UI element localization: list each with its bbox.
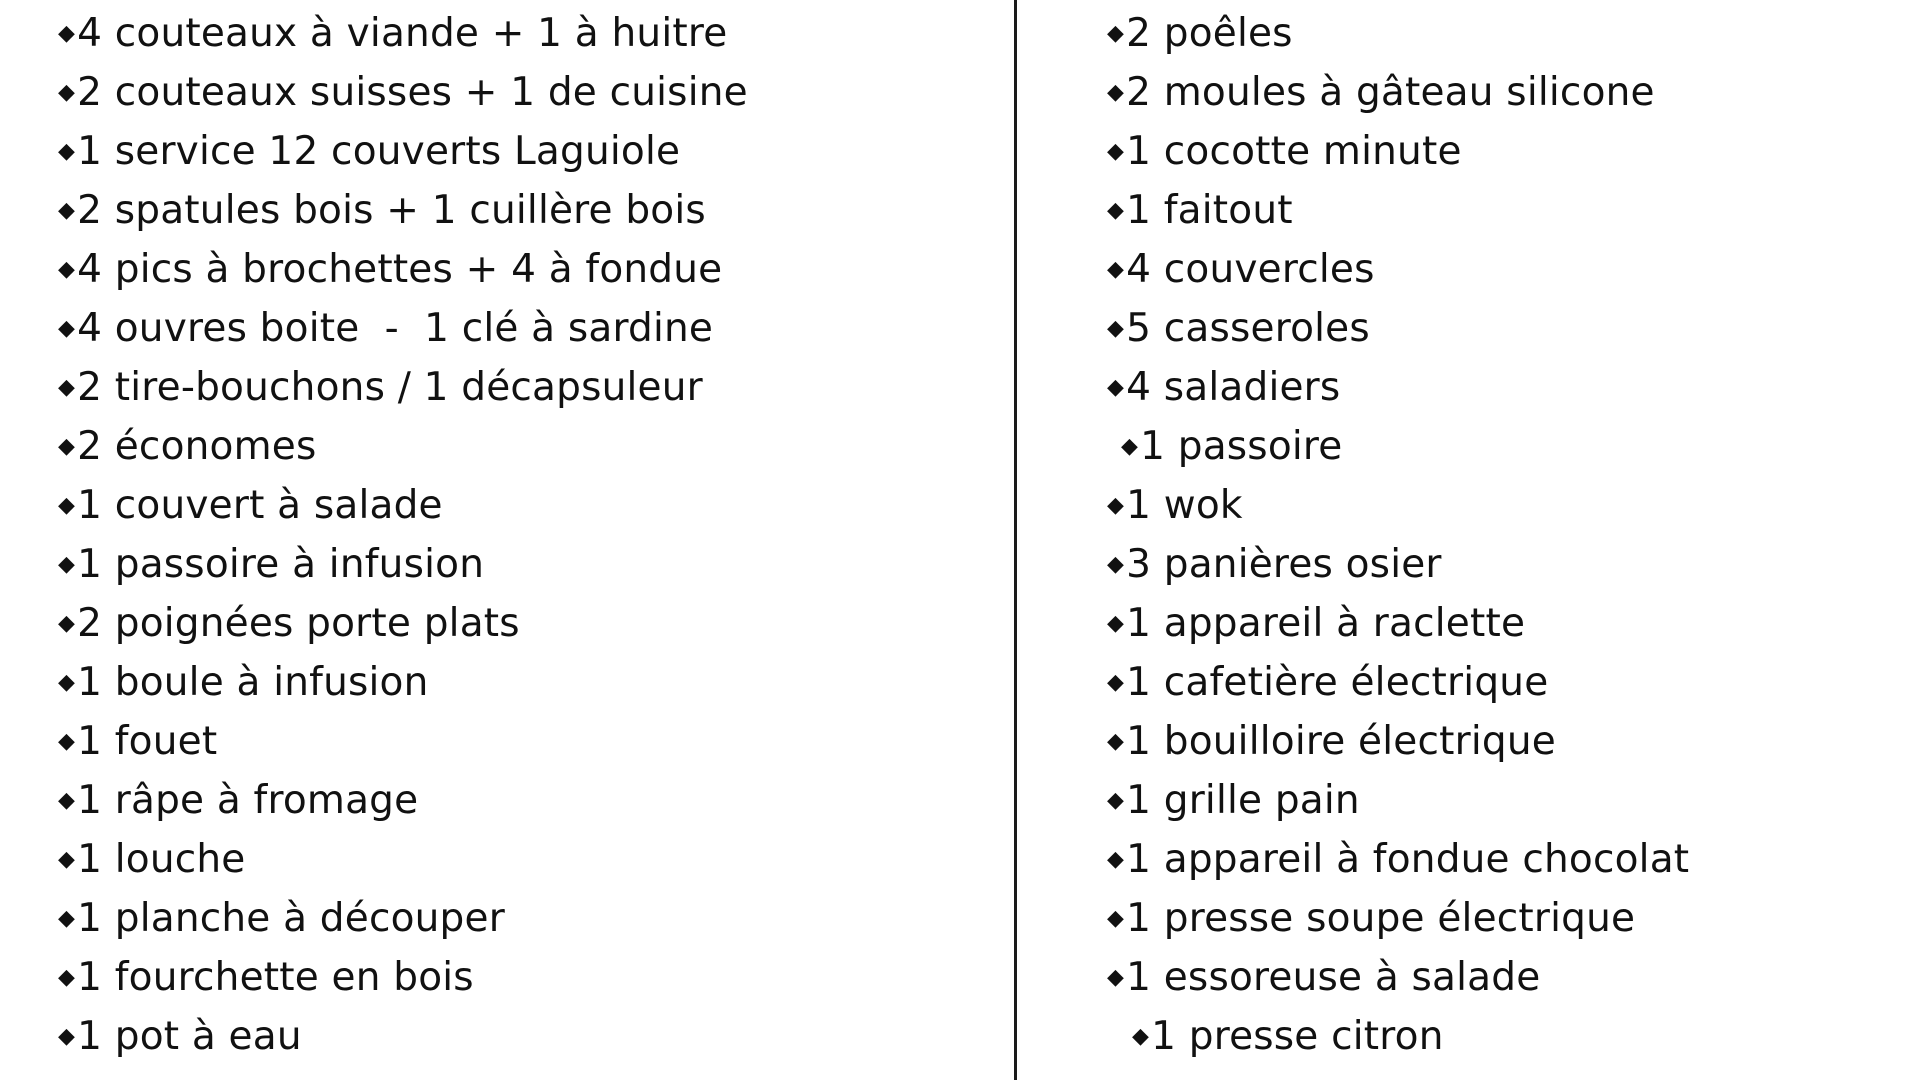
diamond-bullet-icon: ◆ [58,788,76,813]
diamond-bullet-icon: ◆ [1107,552,1125,577]
list-item: ◆2 moules à gâteau silicone [1107,70,1655,115]
list-item: ◆5 casseroles [1107,306,1370,351]
diamond-bullet-icon: ◆ [58,729,76,754]
list-item: ◆2 poignées porte plats [58,601,520,646]
list-item: ◆4 ouvres boite - 1 clé à sardine [58,306,714,351]
diamond-bullet-icon: ◆ [1107,80,1125,105]
diamond-bullet-icon: ◆ [58,1024,76,1049]
column-divider [1014,0,1017,1080]
list-item: ◆1 appareil à raclette [1107,601,1526,646]
list-item: ◆1 cocotte minute [1107,129,1462,174]
diamond-bullet-icon: ◆ [1107,375,1125,400]
diamond-bullet-icon: ◆ [1107,493,1125,518]
diamond-bullet-icon: ◆ [1107,965,1125,990]
list-item: ◆1 appareil à fondue chocolat [1107,837,1690,882]
diamond-bullet-icon: ◆ [58,375,76,400]
diamond-bullet-icon: ◆ [58,611,76,636]
diamond-bullet-icon: ◆ [58,493,76,518]
diamond-bullet-icon: ◆ [58,434,76,459]
list-item: ◆4 pics à brochettes + 4 à fondue [58,247,723,292]
list-item: ◆2 tire-bouchons / 1 décapsuleur [58,365,703,410]
list-item: ◆1 presse citron [1132,1014,1444,1059]
list-item: ◆1 couvert à salade [58,483,443,528]
diamond-bullet-icon: ◆ [1107,198,1125,223]
diamond-bullet-icon: ◆ [1107,729,1125,754]
list-item: ◆1 cafetière électrique [1107,660,1549,705]
diamond-bullet-icon: ◆ [1107,21,1125,46]
diamond-bullet-icon: ◆ [1107,316,1125,341]
diamond-bullet-icon: ◆ [1107,611,1125,636]
list-item: ◆4 couvercles [1107,247,1375,292]
diamond-bullet-icon: ◆ [1107,139,1125,164]
diamond-bullet-icon: ◆ [1121,434,1139,459]
list-item: ◆1 service 12 couverts Laguiole [58,129,681,174]
list-item: ◆1 presse soupe électrique [1107,896,1636,941]
list-item: ◆3 panières osier [1107,542,1442,587]
list-item: ◆2 couteaux suisses + 1 de cuisine [58,70,748,115]
diamond-bullet-icon: ◆ [1107,257,1125,282]
list-item: ◆1 passoire [1121,424,1343,469]
list-item: ◆1 faitout [1107,188,1293,233]
list-item: ◆1 passoire à infusion [58,542,485,587]
list-item: ◆1 wok [1107,483,1243,528]
diamond-bullet-icon: ◆ [58,257,76,282]
diamond-bullet-icon: ◆ [1107,906,1125,931]
list-item: ◆1 pot à eau [58,1014,302,1059]
list-item: ◆2 économes [58,424,317,469]
list-item: ◆1 grille pain [1107,778,1360,823]
list-item: ◆4 saladiers [1107,365,1341,410]
diamond-bullet-icon: ◆ [1107,788,1125,813]
list-item: ◆1 fouet [58,719,218,764]
diamond-bullet-icon: ◆ [58,21,76,46]
diamond-bullet-icon: ◆ [58,906,76,931]
diamond-bullet-icon: ◆ [58,198,76,223]
diamond-bullet-icon: ◆ [1107,670,1125,695]
diamond-bullet-icon: ◆ [58,316,76,341]
list-item: ◆4 couteaux à viande + 1 à huitre [58,11,728,56]
diamond-bullet-icon: ◆ [1132,1024,1150,1049]
list-item: ◆1 bouilloire électrique [1107,719,1556,764]
list-item: ◆1 râpe à fromage [58,778,419,823]
diamond-bullet-icon: ◆ [1107,847,1125,872]
list-item: ◆2 poêles [1107,11,1293,56]
list-item: ◆1 essoreuse à salade [1107,955,1541,1000]
diamond-bullet-icon: ◆ [58,552,76,577]
list-item: ◆2 spatules bois + 1 cuillère bois [58,188,706,233]
diamond-bullet-icon: ◆ [58,139,76,164]
diamond-bullet-icon: ◆ [58,965,76,990]
diamond-bullet-icon: ◆ [58,847,76,872]
diamond-bullet-icon: ◆ [58,670,76,695]
list-item: ◆1 fourchette en bois [58,955,474,1000]
diamond-bullet-icon: ◆ [58,80,76,105]
list-item: ◆1 louche [58,837,246,882]
list-item: ◆1 boule à infusion [58,660,429,705]
list-item: ◆1 planche à découper [58,896,505,941]
